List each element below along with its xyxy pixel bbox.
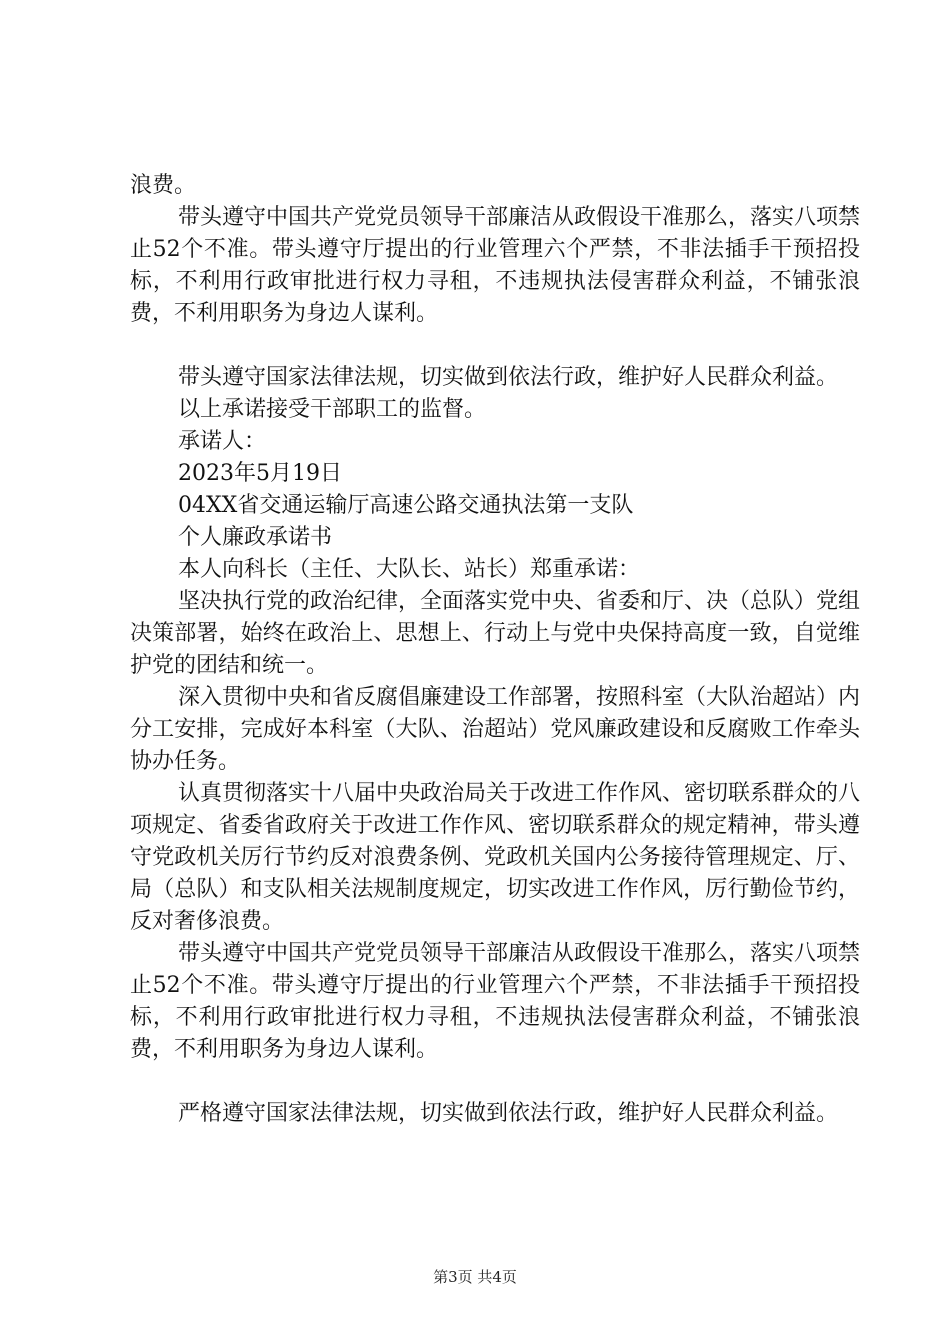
pledge-intro: 本人向科长（主任、大队长、站长）郑重承诺：: [178, 557, 641, 582]
signing-date: 2023年5月19日: [178, 461, 342, 486]
paragraph-work-style: 认真贯彻落实十八届中央政治局关于改进工作作风、密切联系群众的八项规定、省委省政府关于改进工作作风、密切联系群众的规定精神，带头遵守党政机关厉行节约反对浪费条例、党政机关国内公务接待管理规定、厅、局（总队）和支队相关法规制度规定，切实改进工作作风，厉行勤俭节约，反对奢侈浪费。: [130, 781, 861, 934]
paragraph-integrity-rules-2: 带头遵守中国共产党党员领导干部廉洁从政假设干准那么，落实八项禁止52个不准。带头遵守厅提出的行业管理六个严禁，不非法插手干预招投标，不利用行政审批进行权力寻租，不违规执法侵害群众利益，不铺张浪费，不利用职务为身边人谋利。: [130, 941, 861, 1062]
signatory-label: 承诺人：: [178, 429, 267, 454]
section-title: 个人廉政承诺书: [178, 525, 333, 550]
document-body: [130, 170, 860, 1130]
paragraph-political-discipline: 坚决执行党的政治纪律，全面落实党中央、省委和厅、决（总队）党组决策部署，始终在政治上、思想上、行动上与党中央保持高度一致，自觉维护党的团结和统一。: [130, 589, 861, 678]
paragraph-law-compliance-1: 带头遵守国家法律法规，切实做到依法行政，维护好人民群众利益。: [178, 365, 839, 390]
paragraph-law-compliance-2: 严格遵守国家法律法规，切实做到依法行政，维护好人民群众利益。: [178, 1101, 839, 1126]
paragraph-anti-corruption: 深入贯彻中央和省反腐倡廉建设工作部署，按照科室（大队治超站）内分工安排，完成好本科室（大队、治超站）党风廉政建设和反腐败工作牵头协办任务。: [130, 685, 861, 774]
paragraph-supervision: 以上承诺接受干部职工的监督。: [178, 397, 487, 422]
paragraph-continuation: 浪费。: [130, 173, 197, 198]
organization-name: 04XX省交通运输厅高速公路交通执法第一支队: [178, 493, 634, 518]
paragraph-integrity-rules-1: 带头遵守中国共产党党员领导干部廉洁从政假设干准那么，落实八项禁止52个不准。带头遵守厅提出的行业管理六个严禁，不非法插手干预招投标，不利用行政审批进行权力寻租，不违规执法侵害群众利益，不铺张浪费，不利用职务为身边人谋利。: [130, 205, 861, 326]
page-number: 第3页 共4页: [433, 1268, 517, 1286]
